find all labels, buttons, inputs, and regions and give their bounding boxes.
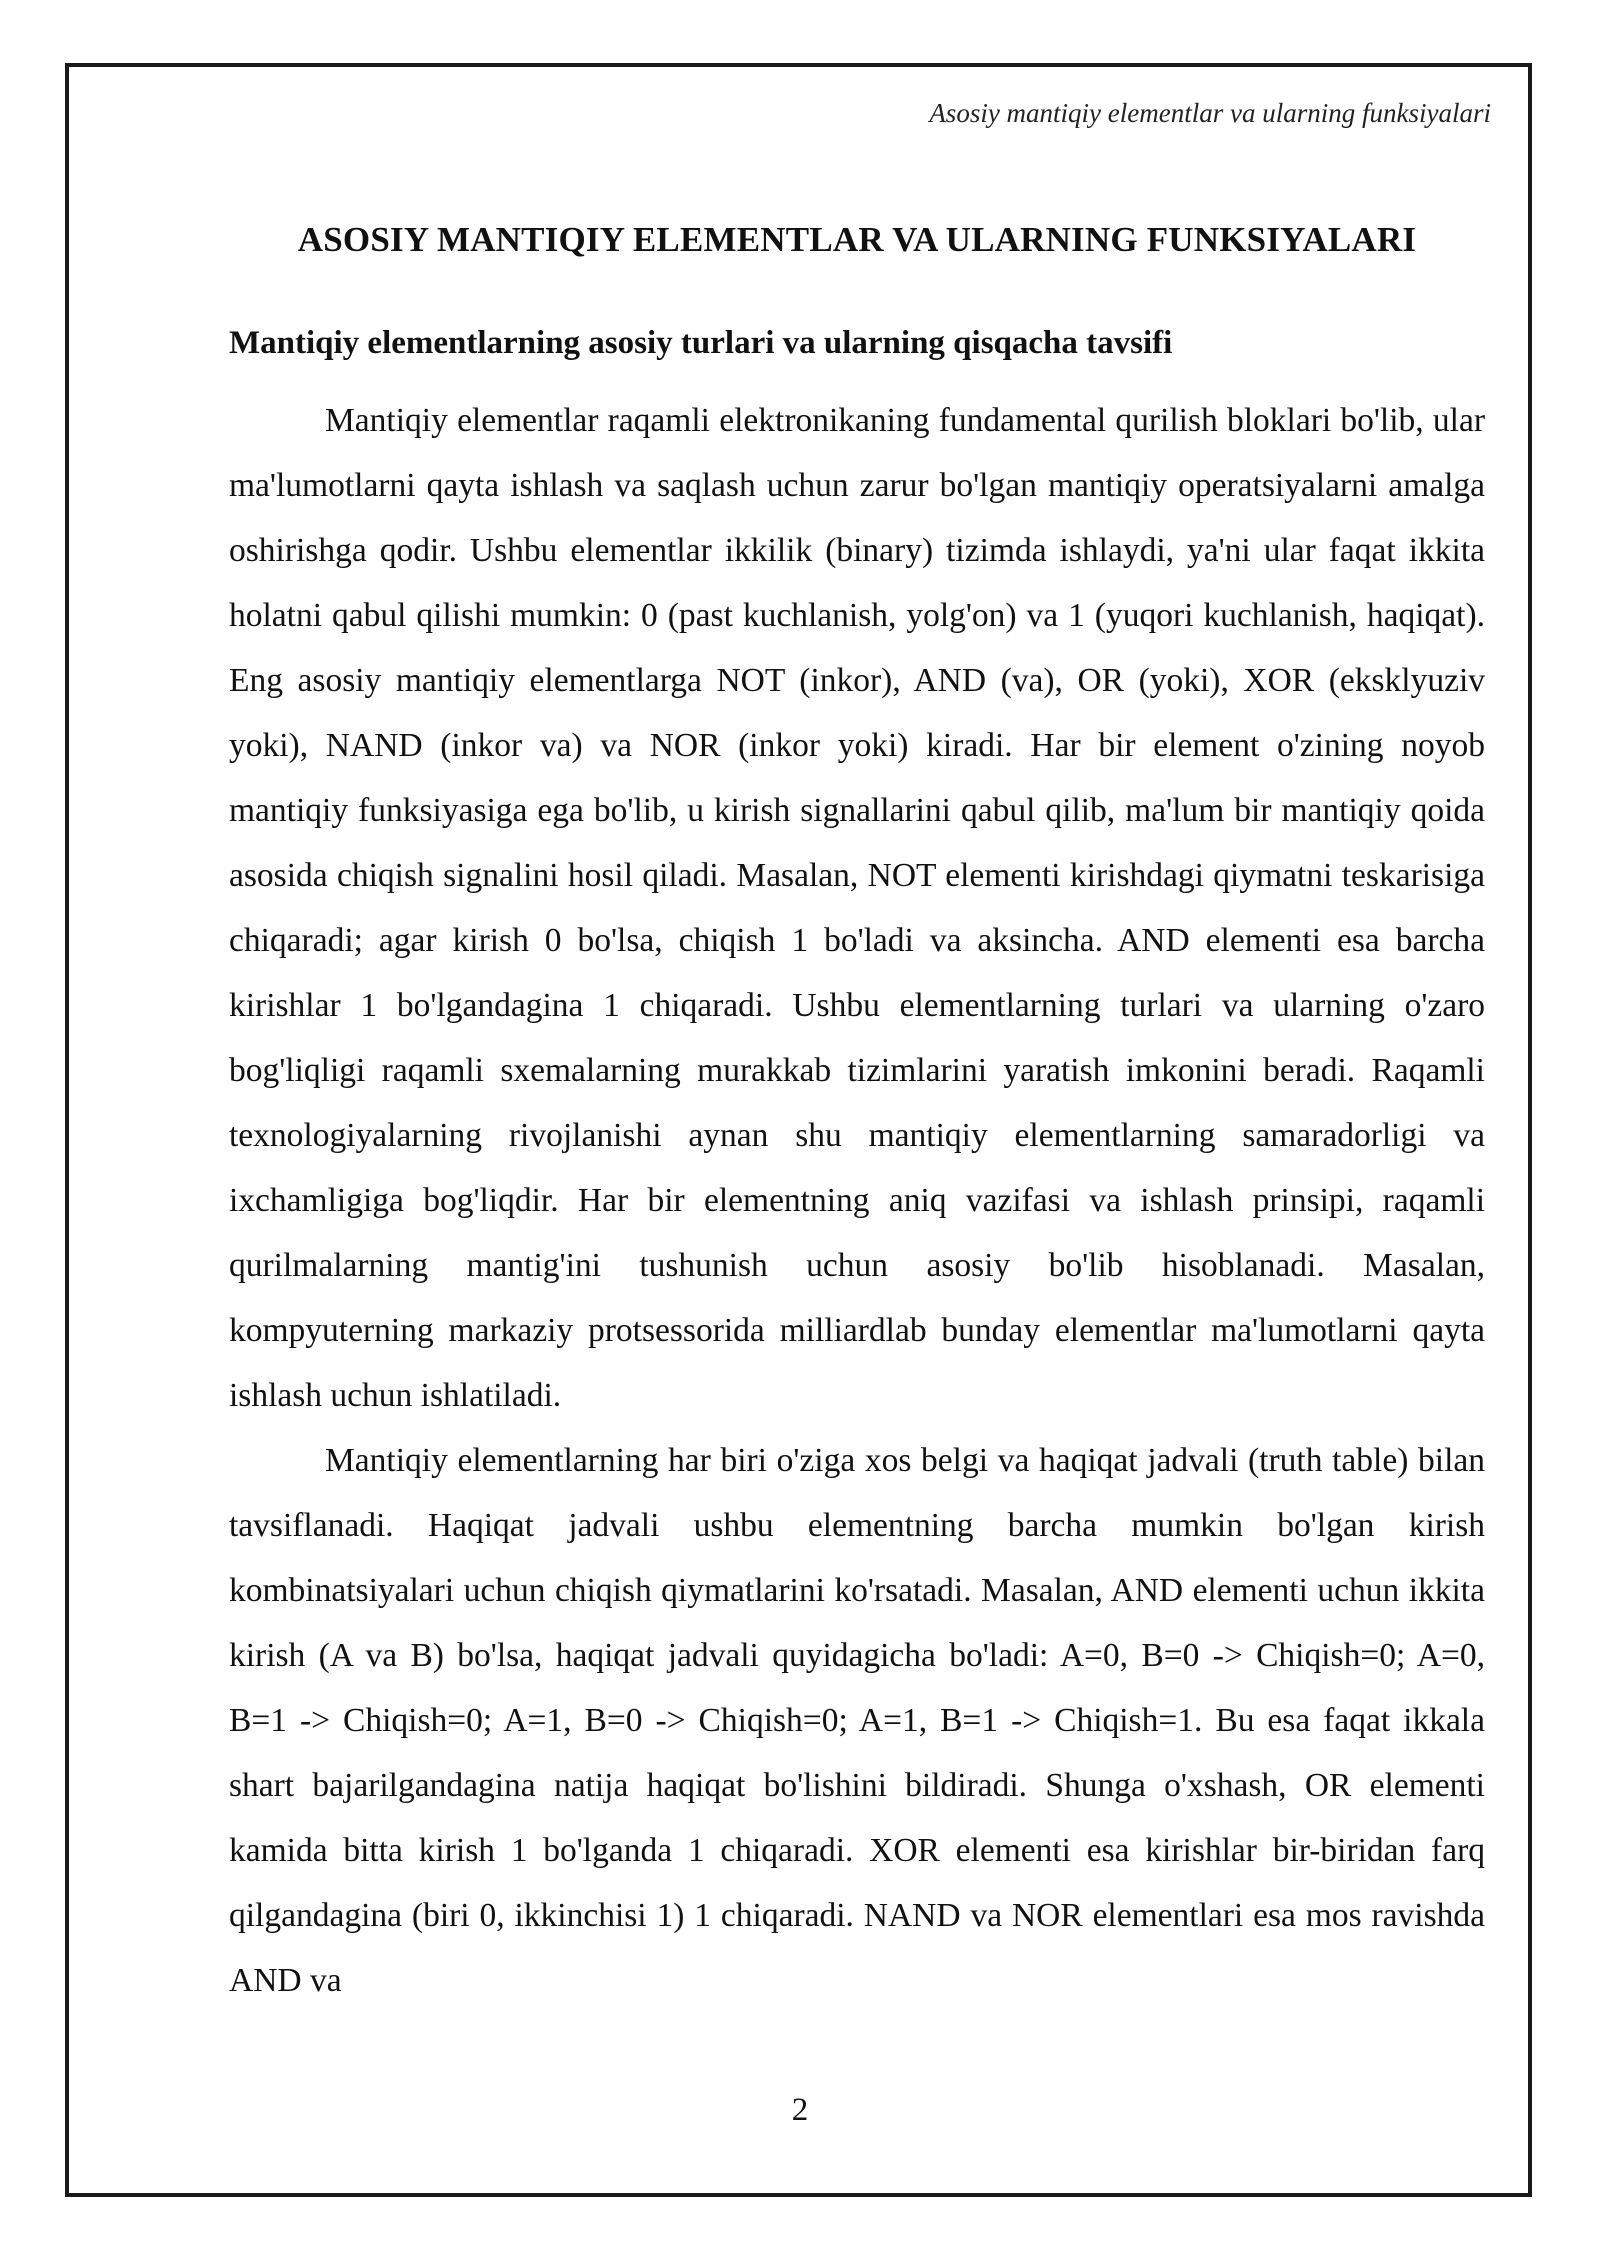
- page-number: 2: [791, 2092, 809, 2128]
- document-title: ASOSIY MANTIQIY ELEMENTLAR VA ULARNING FUNKSIYALARI: [297, 220, 1417, 259]
- document-body: [229, 210, 1485, 2013]
- section-heading: Mantiqiy elementlarning asosiy turlari va ularning qisqacha tavsifi: [229, 325, 1173, 361]
- paragraph: Mantiqiy elementlar raqamli elektronikaning fundamental qurilish bloklari bo'lib, ular ma'lumotlarni qayta ishlash va saqlash uchun zarur bo'lgan mantiqiy operatsiyalarni amalga oshirishga qodir. Ushbu elementlar ikkilik (binary) tizimda ishlaydi, ya'ni ular faqat ikkita holatni qabul qilishi mumkin: 0 (past kuchlanish, yolg'on) va 1 (yuqori kuchlanish, haqiqat). Eng asosiy mantiqiy elementlarga NOT (inkor), AND (va), OR (yoki), XOR (eksklyuziv yoki), NAND (inkor va) va NOR (inkor yoki) kiradi. Har bir element o'zining noyob mantiqiy funksiyasiga ega bo'lib, u kirish signallarini qabul qilib, ma'lum bir mantiqiy qoida asosida chiqish signalini hosil qiladi. Masalan, NOT elementi kirishdagi qiymatni teskarisiga chiqaradi; agar kirish 0 bo'lsa, chiqish 1 bo'ladi va aksincha. AND elementi esa barcha kirishlar 1 bo'lgandagina 1 chiqaradi. Ushbu elementlarning turlari va ularning o'zaro bog'liqligi raqamli sxemalarning murakkab tizimlarini yaratish imkonini beradi. Raqamli texnologiyalarning rivojlanishi aynan shu mantiqiy elementlarning samaradorligi va ixchamligiga bog'liqdir. Har bir elementning aniq vazifasi va ishlash prinsipi, raqamli qurilmalarning mantig'ini tushunish uchun asosiy bo'lib hisoblanadi. Masalan, kompyuterning markaziy protsessorida milliardlab bunday elementlar ma'lumotlarni qayta ishlash uchun ishlatiladi.: [229, 402, 1485, 1414]
- paragraph: Mantiqiy elementlarning har biri o'ziga xos belgi va haqiqat jadvali (truth table) bilan tavsiflanadi. Haqiqat jadvali ushbu elementning barcha mumkin bo'lgan kirish kombinatsiyalari uchun chiqish qiymatlarini ko'rsatadi. Masalan, AND elementi uchun ikkita kirish (A va B) bo'lsa, haqiqat jadvali quyidagicha bo'ladi: A=0, B=0 -> Chiqish=0; A=0, B=1 -> Chiqish=0; A=1, B=0 -> Chiqish=0; A=1, B=1 -> Chiqish=1. Bu esa faqat ikkala shart bajarilgandagina natija haqiqat bo'lishini bildiradi. Shunga o'xshash, OR elementi kamida bitta kirish 1 bo'lganda 1 chiqaradi. XOR elementi esa kirishlar bir-biridan farq qilgandagina (biri 0, ikkinchisi 1) 1 chiqaradi. NAND va NOR elementlari esa mos ravishda AND va: [229, 1442, 1485, 1999]
- running-header: Asosiy mantiqiy elementlar va ularning funksiyalari: [929, 98, 1491, 128]
